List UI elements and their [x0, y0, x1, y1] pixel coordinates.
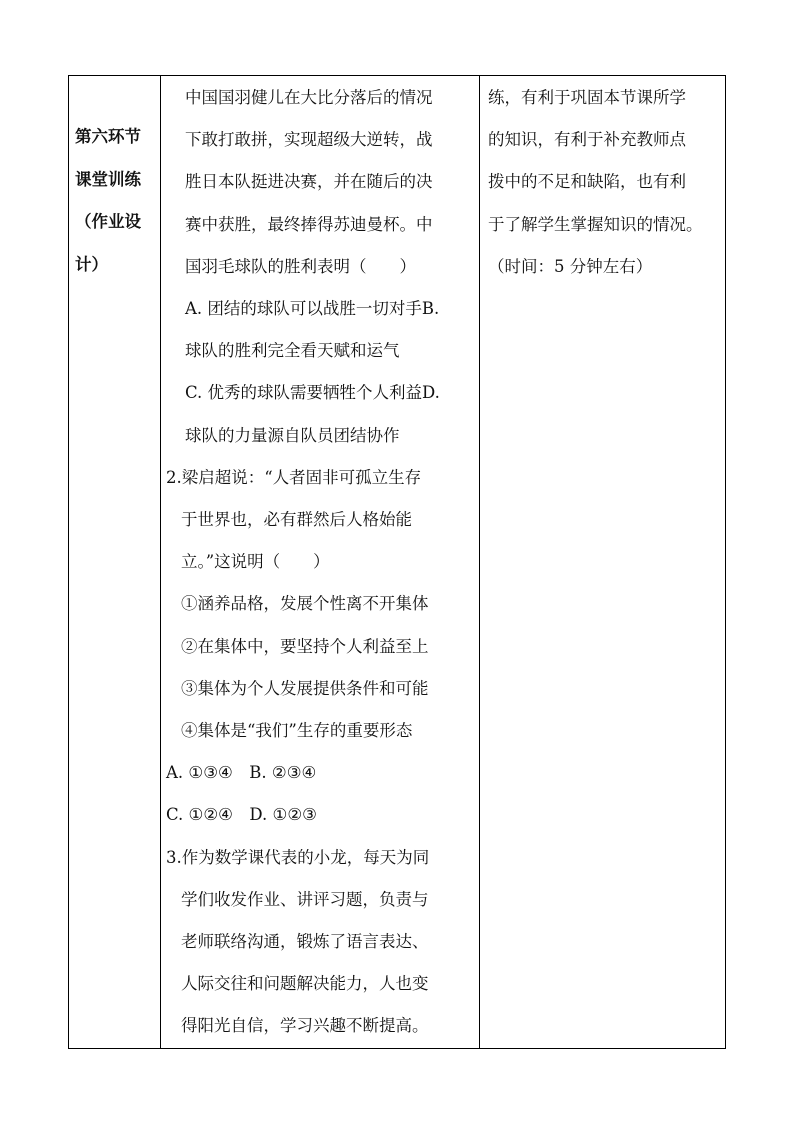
design-intent-cell	[480, 76, 726, 1049]
table-row	[69, 76, 726, 1049]
section-label-line: 第六环节	[75, 127, 141, 146]
question2-statement: ④集体是“我们”生存的重要形态	[181, 721, 413, 741]
question1-stem-line: 胜日本队挺进决赛，并在随后的决	[185, 172, 433, 192]
question3-stem-line: 3.作为数学课代表的小龙，每天为同	[166, 847, 430, 867]
question1-option-line: A. 团结的球队可以战胜一切对手B.	[185, 299, 440, 319]
design-intent-line: 于了解学生掌握知识的情况。	[488, 214, 703, 234]
question1-stem-line: 中国国羽健儿在大比分落后的情况	[185, 88, 433, 107]
section-label-cell	[69, 76, 161, 1049]
section-label-line: 计）	[75, 254, 108, 274]
exercise-content-cell	[161, 76, 480, 1049]
question2-stem-line: 于世界也，必有群然后人格始能	[181, 510, 412, 530]
question2-stem-line: 立。”这说明（ ）	[181, 552, 330, 572]
section-label-line: 课堂训练	[75, 169, 141, 189]
exercise-content	[161, 76, 479, 1048]
design-intent-line: 拨中的不足和缺陷，也有利	[488, 172, 686, 192]
question1-option-line: C. 优秀的球队需要牺牲个人利益D.	[185, 383, 440, 403]
design-intent-line: 练，有利于巩固本节课所学	[488, 88, 686, 107]
lesson-plan-table	[68, 75, 726, 1049]
question1-stem-line: 国羽毛球队的胜利表明（ ）	[185, 256, 416, 276]
question1-stem-line: 下敢打敢拼，实现超级大逆转，战	[185, 130, 433, 150]
question2-statement: ①涵养品格，发展个性离不开集体	[181, 594, 429, 614]
question2-option-line: A. ①③④ B. ②③④	[166, 763, 317, 783]
design-intent	[480, 76, 725, 288]
question3-stem-line: 人际交往和问题解决能力，人也变	[181, 974, 429, 994]
question3-stem-line: 得阳光自信，学习兴趣不断提高。	[181, 1016, 429, 1036]
question2-statement: ②在集体中，要坚持个人利益至上	[181, 636, 429, 656]
question3-stem-line: 老师联络沟通，锻炼了语言表达、	[181, 932, 429, 952]
question1-option-line: 球队的力量源自队员团结协作	[185, 425, 400, 445]
question2-statement: ③集体为个人发展提供条件和可能	[181, 678, 429, 698]
design-intent-line: 的知识，有利于补充教师点	[488, 130, 686, 150]
question1-stem-line: 赛中获胜，最终捧得苏迪曼杯。中	[185, 214, 433, 234]
section-label	[69, 116, 160, 286]
design-intent-line: （时间：5 分钟左右）	[488, 256, 653, 276]
question2-option-line: C. ①②④ D. ①②③	[166, 805, 317, 825]
section-label-line: （作业设	[75, 212, 141, 231]
question3-stem-line: 学们收发作业、讲评习题，负责与	[181, 889, 429, 909]
question2-stem-line: 2.梁启超说：“人者固非可孤立生存	[166, 467, 422, 487]
question1-option-line: 球队的胜利完全看天赋和运气	[185, 341, 400, 361]
